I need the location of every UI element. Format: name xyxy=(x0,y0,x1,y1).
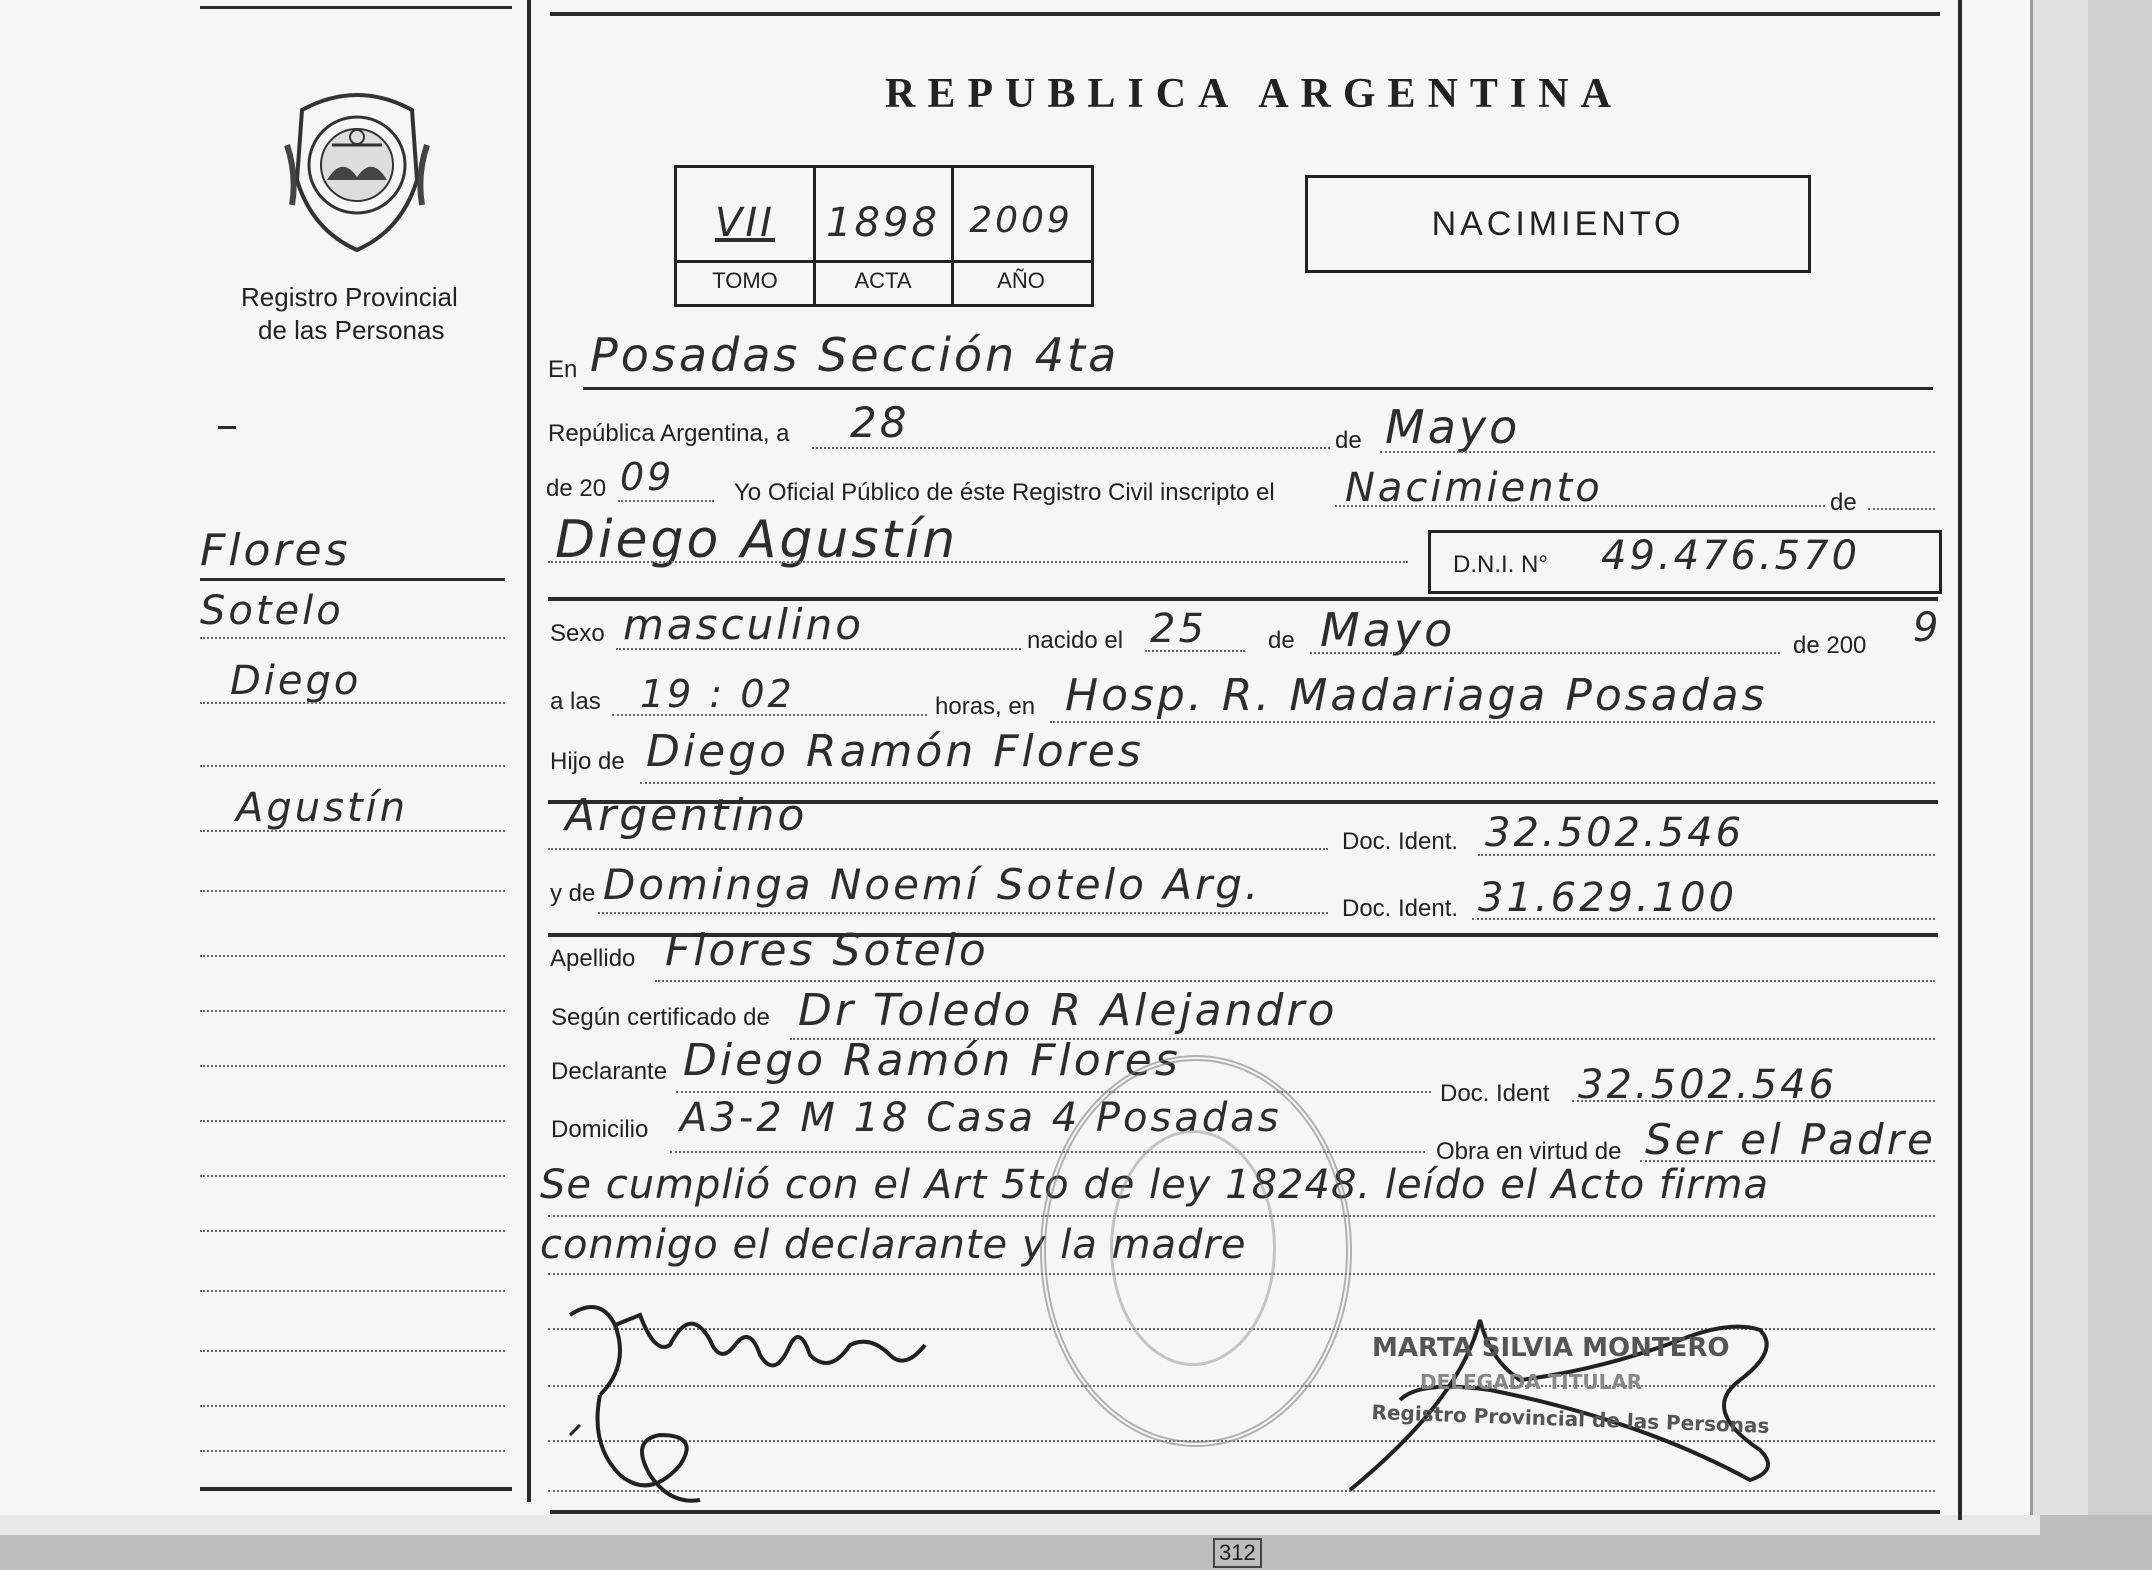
anio-label: AÑO xyxy=(997,268,1045,293)
declarante-line xyxy=(676,1091,1431,1093)
apellido-line xyxy=(655,980,1935,982)
declarante-doc-line xyxy=(1572,1100,1935,1102)
de-line-2 xyxy=(1868,508,1935,510)
padre-doc-value: 32.502.546 xyxy=(1485,810,1745,856)
nacido-month-line xyxy=(1310,652,1780,654)
padre-nac-line xyxy=(548,848,1328,850)
declarant-signature-icon xyxy=(560,1285,960,1515)
dni-label: D.N.I. N° xyxy=(1453,551,1548,578)
provincia-misiones-seal-icon xyxy=(282,85,432,255)
sexo-label: Sexo xyxy=(550,620,605,647)
margin-line-3 xyxy=(200,702,505,704)
padre-doc-line xyxy=(1478,854,1935,856)
yde-label: y de xyxy=(550,880,596,907)
padre-line xyxy=(640,782,1935,784)
inscripto-value: Nacimiento xyxy=(1345,465,1603,511)
margin-surname-2: Sotelo xyxy=(200,588,344,634)
doc-ident-label-declarante: Doc. Ident xyxy=(1440,1080,1550,1107)
margin-line-7 xyxy=(200,955,505,957)
nacido-day-line xyxy=(1145,650,1245,652)
year-value: 09 xyxy=(620,455,675,499)
left-column-top-rule xyxy=(200,6,512,9)
padre-nacionalidad-value: Argentino xyxy=(565,790,808,841)
anio-value: 2009 xyxy=(969,200,1073,241)
inscripto-line xyxy=(1335,505,1825,507)
en-label: En xyxy=(548,356,578,383)
nacido-year-value: 9 xyxy=(1913,605,1942,651)
padre-value: Diego Ramón Flores xyxy=(646,726,1144,777)
margin-line-10 xyxy=(200,1120,505,1122)
page-bottom-edge xyxy=(0,1515,2152,1570)
register-box xyxy=(674,165,1094,307)
day-value: 28 xyxy=(850,398,910,447)
nacido-label: nacido el xyxy=(1027,627,1124,654)
form-top-rule xyxy=(550,12,1940,16)
nacido-month: Mayo xyxy=(1320,603,1456,657)
declarante-doc-value: 32.502.546 xyxy=(1578,1062,1838,1108)
official-stamp-line-1: MARTA SILVIA MONTERO xyxy=(1372,1333,1730,1363)
official-stamp-line-2: DELEGADA TITULAR xyxy=(1420,1370,1643,1394)
hijo-label: Hijo de xyxy=(550,748,625,775)
dni-box xyxy=(1428,530,1942,594)
page-number: 312 xyxy=(1213,1538,1262,1568)
de-label-2: de xyxy=(1830,489,1857,516)
year-line xyxy=(618,500,714,502)
official-stamp-line-3: Registro Provincial de las Personas xyxy=(1371,1400,1770,1438)
margin-line-14 xyxy=(200,1350,505,1352)
domicilio-value: A3-2 M 18 Casa 4 Posadas xyxy=(680,1095,1282,1141)
lugar-line xyxy=(1050,721,1935,723)
name-value: Diego Agustín xyxy=(555,510,959,570)
observacion-line-1: Se cumplió con el Art 5to de ley 18248. leído el Acto firma xyxy=(540,1162,1770,1208)
margin-line-11 xyxy=(200,1175,505,1177)
margin-line-2 xyxy=(200,637,505,639)
record-type-box xyxy=(1305,175,1811,273)
declarante-value: Diego Ramón Flores xyxy=(683,1035,1181,1086)
margin-line-6 xyxy=(200,890,505,892)
month-line xyxy=(1380,451,1935,453)
country-title: REPUBLICA ARGENTINA xyxy=(885,71,1623,117)
year-prefix-label: de 20 xyxy=(546,475,607,502)
issuer-line-2: de las Personas xyxy=(258,315,445,345)
alas-label: a las xyxy=(550,688,601,715)
acta-value: 1898 xyxy=(826,200,940,246)
margin-line-16 xyxy=(200,1450,505,1452)
tomo-value: VII xyxy=(715,200,775,246)
left-dash-mark xyxy=(218,426,236,429)
day-line xyxy=(812,447,1330,449)
madre-doc-line xyxy=(1472,918,1935,920)
acta-label: ACTA xyxy=(854,268,912,293)
de-label: de xyxy=(1335,427,1362,454)
madre-doc-value: 31.629.100 xyxy=(1478,875,1738,921)
nacido-day: 25 xyxy=(1150,606,1207,652)
hora-value: 19 : 02 xyxy=(640,672,795,716)
margin-line-12 xyxy=(200,1230,505,1232)
en-value: Posadas Sección 4ta xyxy=(590,328,1120,382)
circular-seal-inner xyxy=(1110,1130,1276,1366)
month-value: Mayo xyxy=(1385,400,1521,454)
certificado-value: Dr Toledo R Alejandro xyxy=(798,985,1338,1036)
margin-line-9 xyxy=(200,1065,505,1067)
declarante-label: Declarante xyxy=(551,1058,668,1085)
form-right-border xyxy=(1958,0,1962,1520)
observacion-line-2: conmigo el declarante y la madre xyxy=(540,1222,1247,1268)
en-rule xyxy=(583,387,1933,390)
issuer-line-1: Registro Provincial xyxy=(241,282,458,312)
domicilio-label: Domicilio xyxy=(551,1116,649,1143)
madre-line xyxy=(598,912,1328,914)
hora-line xyxy=(612,714,927,716)
margin-line-4 xyxy=(200,765,505,767)
record-type: NACIMIENTO xyxy=(1431,204,1685,243)
margin-line-5 xyxy=(200,830,505,832)
left-column-border xyxy=(527,0,531,1502)
margin-name-1: Diego xyxy=(230,658,362,704)
obra-label: Obra en virtud de xyxy=(1436,1138,1622,1165)
horas-label: horas, en xyxy=(935,693,1036,720)
republica-label: República Argentina, a xyxy=(548,420,790,447)
lugar-value: Hosp. R. Madariaga Posadas xyxy=(1065,670,1768,721)
sexo-line xyxy=(616,648,1021,650)
margin-rule-1 xyxy=(200,578,505,581)
apellido-value: Flores Sotelo xyxy=(665,925,989,976)
certificado-label: Según certificado de xyxy=(551,1004,770,1031)
de-label-3: de xyxy=(1268,627,1295,654)
nacido-year-label: de 200 xyxy=(1793,632,1867,659)
obra-value: Ser el Padre xyxy=(1645,1115,1936,1164)
madre-value: Dominga Noemí Sotelo Arg. xyxy=(603,860,1262,909)
dni-value: 49.476.570 xyxy=(1601,533,1861,579)
official-signature-icon xyxy=(1340,1300,1820,1500)
doc-ident-label: Doc. Ident. xyxy=(1342,828,1459,855)
margin-line-15 xyxy=(200,1405,505,1407)
official-label: Yo Oficial Público de éste Registro Civil inscripto el xyxy=(734,479,1275,506)
page-right-edge xyxy=(2030,0,2152,1570)
margin-line-13 xyxy=(200,1290,505,1292)
margin-name-2: Agustín xyxy=(236,785,409,831)
margin-line-8 xyxy=(200,1010,505,1012)
left-column-bottom-rule xyxy=(200,1487,512,1491)
apellido-label: Apellido xyxy=(550,945,636,972)
name-line xyxy=(548,561,1408,563)
tomo-label: TOMO xyxy=(712,268,778,293)
margin-surname-1: Flores xyxy=(200,525,351,576)
doc-ident-label-madre: Doc. Ident. xyxy=(1342,895,1459,922)
sexo-value: masculino xyxy=(623,600,864,649)
